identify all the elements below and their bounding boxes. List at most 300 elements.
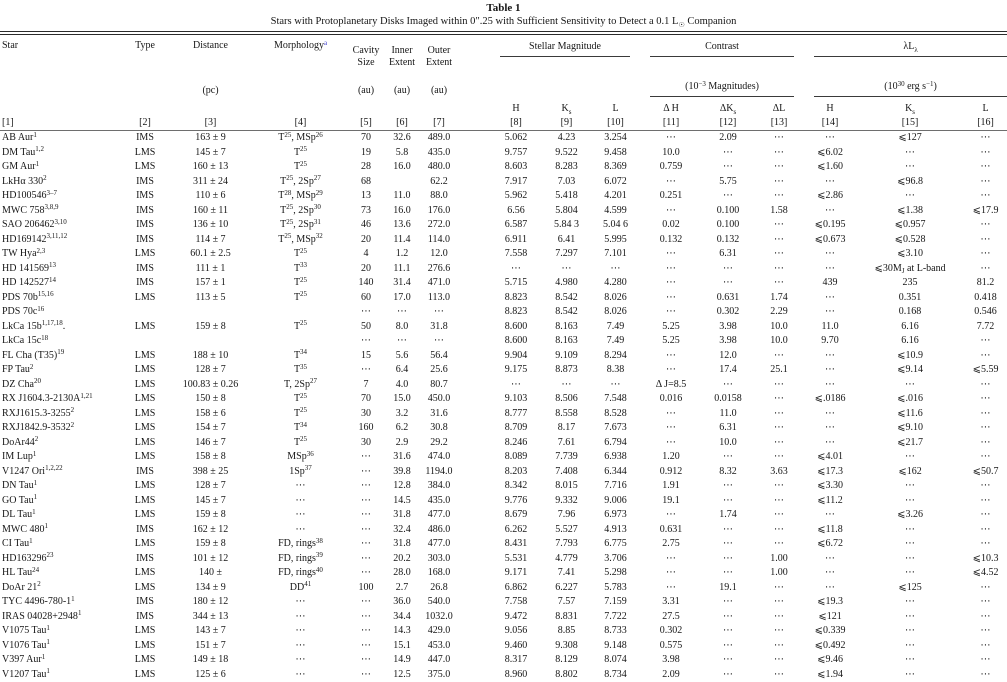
table-cell: ⋯ xyxy=(754,508,804,523)
column-gap xyxy=(458,479,490,494)
table-cell: 81.2 xyxy=(964,276,1007,291)
table-cell: ⋯ xyxy=(348,334,384,349)
table-cell: 8.38 xyxy=(591,363,640,378)
table-cell: 68 xyxy=(348,175,384,190)
table-cell: 1.20 xyxy=(640,450,702,465)
table-cell: $T^{34}$ xyxy=(253,349,348,364)
subcol-l-lum: L xyxy=(964,99,1007,116)
table-cell: 6.262 xyxy=(490,523,542,538)
table-cell: 145 ± 7 xyxy=(168,494,253,509)
table-cell: LMS xyxy=(122,247,168,262)
morphology-label: Morphology xyxy=(274,40,324,51)
table-cell: 8.709 xyxy=(490,421,542,436)
table-cell: ⋯ xyxy=(754,378,804,393)
table-cell: 5.6 xyxy=(384,349,420,364)
table-cell: ⋯ xyxy=(754,479,804,494)
table-cell: 8.294 xyxy=(591,349,640,364)
table-cell: 8.163 xyxy=(542,334,591,349)
table-cell: ⋯ xyxy=(253,494,348,509)
table-cell: 8.089 xyxy=(490,450,542,465)
table-cell: ⋯ xyxy=(348,479,384,494)
table-cell: 8.542 xyxy=(542,291,591,306)
table-cell: FD, rings$^{39}$ xyxy=(253,552,348,567)
table-cell: ⋯ xyxy=(702,537,754,552)
table-cell xyxy=(122,305,168,320)
table-row xyxy=(0,566,1007,581)
table-cell: ⋯ xyxy=(640,175,702,190)
table-row xyxy=(0,668,1007,682)
table-cell: ⋯ xyxy=(702,610,754,625)
table-cell: 188 ± 10 xyxy=(168,349,253,364)
table-cell: ⋯ xyxy=(253,624,348,639)
table-cell: ⋯ xyxy=(964,189,1007,204)
table-cell: 276.6 xyxy=(420,262,458,277)
table-cell: 5.062 xyxy=(490,131,542,146)
table-cell: ⋯ xyxy=(348,494,384,509)
table-cell: ⋯ xyxy=(964,479,1007,494)
table-cell: IMS xyxy=(122,465,168,480)
table-cell: LMS xyxy=(122,378,168,393)
table-row xyxy=(0,653,1007,668)
table-cell xyxy=(168,334,253,349)
table-cell: 8.283 xyxy=(542,160,591,175)
table-cell: 12.0 xyxy=(702,349,754,364)
table-cell: ⋯ xyxy=(964,378,1007,393)
table-cell: $T^{28}$, MSp$^{29}$ xyxy=(253,189,348,204)
table-cell: ⋯ xyxy=(348,624,384,639)
table-cell: ⩽162 xyxy=(856,465,964,480)
table-cell xyxy=(253,305,348,320)
table-cell: 160 ± 11 xyxy=(168,204,253,219)
table-cell: 4.0 xyxy=(384,378,420,393)
table-cell: ⋯ xyxy=(348,610,384,625)
table-cell: 9.460 xyxy=(490,639,542,654)
column-number: [16] xyxy=(964,116,1007,131)
table-cell: ⋯ xyxy=(964,494,1007,509)
table-cell: 7.558 xyxy=(490,247,542,262)
table-cell: 20 xyxy=(348,233,384,248)
table-cell: 0.302 xyxy=(640,624,702,639)
column-gap xyxy=(458,189,490,204)
table-cell: 31.8 xyxy=(384,537,420,552)
table-cell: 5.804 xyxy=(542,204,591,219)
table-cell: ⋯ xyxy=(856,189,964,204)
table-cell: ⋯ xyxy=(964,668,1007,682)
table-cell: T, 2Sp$^{27}$ xyxy=(253,378,348,393)
table-cell: 16.0 xyxy=(384,204,420,219)
cell-star-name: DZ Cha$^{20}$ xyxy=(0,378,122,393)
table-cell: 46 xyxy=(348,218,384,233)
table-cell: 8.85 xyxy=(542,624,591,639)
table-cell: ⋯ xyxy=(754,175,804,190)
table-cell: 0.351 xyxy=(856,291,964,306)
contrast-units: ($10^{-3}$ Magnitudes) xyxy=(640,71,804,99)
column-gap xyxy=(458,99,490,116)
table-cell: $T^{25}$, MSp$^{32}$ xyxy=(253,233,348,248)
column-gap xyxy=(458,71,490,99)
table-cell: 4.201 xyxy=(591,189,640,204)
table-cell: 27.5 xyxy=(640,610,702,625)
table-cell: 9.332 xyxy=(542,494,591,509)
table-cell: LMS xyxy=(122,581,168,596)
table-cell: 1032.0 xyxy=(420,610,458,625)
table-cell: 7.03 xyxy=(542,175,591,190)
column-gap xyxy=(458,131,490,146)
table-cell: ⩽127 xyxy=(856,131,964,146)
table-row xyxy=(0,639,1007,654)
table-cell: 439 xyxy=(804,276,856,291)
footnote-a-link[interactable]: a xyxy=(324,39,327,47)
column-gap xyxy=(458,276,490,291)
table-row xyxy=(0,218,1007,233)
table-cell: 8.873 xyxy=(542,363,591,378)
table-row xyxy=(0,523,1007,538)
table-cell: 6.794 xyxy=(591,436,640,451)
table-cell: ⋯ xyxy=(964,639,1007,654)
table-row xyxy=(0,160,1007,175)
table-cell: 15.0 xyxy=(384,392,420,407)
table-cell: 477.0 xyxy=(420,537,458,552)
column-number: [10] xyxy=(591,116,640,131)
table-cell: ⩽11.2 xyxy=(804,494,856,509)
table-cell: 5.418 xyxy=(542,189,591,204)
table-cell: 4.913 xyxy=(591,523,640,538)
table-row xyxy=(0,494,1007,509)
table-cell: 176.0 xyxy=(420,204,458,219)
table-cell: 0.0158 xyxy=(702,392,754,407)
table-cell: 0.631 xyxy=(640,523,702,538)
table-cell: ⩽50.7 xyxy=(964,465,1007,480)
table-cell: ⩽6.02 xyxy=(804,146,856,161)
table-cell: 6.16 xyxy=(856,320,964,335)
table-cell: ⩽10.3 xyxy=(964,552,1007,567)
table-cell: 4.779 xyxy=(542,552,591,567)
table-cell: 9.175 xyxy=(490,363,542,378)
column-gap xyxy=(458,639,490,654)
table-cell: 540.0 xyxy=(420,595,458,610)
table-cell: $⩽30M_J$ at L-band xyxy=(856,262,964,277)
table-cell: ⋯ xyxy=(542,378,591,393)
table-cell: ⋯ xyxy=(640,349,702,364)
column-gap xyxy=(458,291,490,306)
table-cell: ⋯ xyxy=(702,146,754,161)
column-gap xyxy=(458,421,490,436)
table-cell: 474.0 xyxy=(420,450,458,465)
table-cell: ⩽0.492 xyxy=(804,639,856,654)
table-cell: 9.904 xyxy=(490,349,542,364)
table-cell: ⋯ xyxy=(964,407,1007,422)
cell-star-name: V397 Aur$^1$ xyxy=(0,653,122,668)
table-cell: 163 ± 9 xyxy=(168,131,253,146)
table-cell: 39.8 xyxy=(384,465,420,480)
cell-star-name: FL Cha $(T35)^{19}$ xyxy=(0,349,122,364)
table-cell: ⋯ xyxy=(348,363,384,378)
table-cell: ⩽.016 xyxy=(856,392,964,407)
table-cell: ⋯ xyxy=(384,334,420,349)
table-cell: 8.679 xyxy=(490,508,542,523)
table-cell: 311 ± 24 xyxy=(168,175,253,190)
column-gap xyxy=(458,537,490,552)
table-cell: ⋯ xyxy=(754,537,804,552)
column-gap xyxy=(458,175,490,190)
table-cell: 146 ± 7 xyxy=(168,436,253,451)
table-cell: ⩽3.26 xyxy=(856,508,964,523)
table-cell: 9.006 xyxy=(591,494,640,509)
table-cell: 5.25 xyxy=(640,334,702,349)
table-cell: 10.0 xyxy=(754,320,804,335)
table-cell: ⩽10.9 xyxy=(856,349,964,364)
col-header-type: Type xyxy=(122,35,168,71)
column-number: [4] xyxy=(253,116,348,131)
table-cell: ⋯ xyxy=(754,218,804,233)
table-cell: 6.587 xyxy=(490,218,542,233)
table-cell: ⋯ xyxy=(964,160,1007,175)
table-cell: 9.171 xyxy=(490,566,542,581)
table-cell: 162 ± 12 xyxy=(168,523,253,538)
table-cell: 159 ± 8 xyxy=(168,508,253,523)
table-cell: ⋯ xyxy=(804,378,856,393)
table-cell: 1.74 xyxy=(754,291,804,306)
table-cell: ⩽21.7 xyxy=(856,436,964,451)
table-cell: $T^{25}$, 2Sp$^{30}$ xyxy=(253,204,348,219)
table-cell: ⋯ xyxy=(964,175,1007,190)
table-cell: FD, rings$^{38}$ xyxy=(253,537,348,552)
table-cell: 6.911 xyxy=(490,233,542,248)
table-cell: 125 ± 6 xyxy=(168,668,253,682)
cell-star-name: RXJ1615.3-3255$^2$ xyxy=(0,407,122,422)
data-table xyxy=(0,35,1007,682)
table-cell: 160 xyxy=(348,421,384,436)
column-gap xyxy=(458,160,490,175)
table-cell: 0.132 xyxy=(702,233,754,248)
table-body xyxy=(0,131,1007,682)
table-title: Table 1 xyxy=(0,0,1007,15)
table-cell: IMS xyxy=(122,276,168,291)
cell-star-name: TW Hya$^{2,3}$ xyxy=(0,247,122,262)
table-cell: ⋯ xyxy=(754,131,804,146)
table-cell: ⋯ xyxy=(253,479,348,494)
table-cell xyxy=(122,334,168,349)
table-cell: ⩽0.957 xyxy=(856,218,964,233)
table-cell: 477.0 xyxy=(420,508,458,523)
table-cell: ⩽0.673 xyxy=(804,233,856,248)
column-gap xyxy=(458,668,490,682)
table-cell: 7.716 xyxy=(591,479,640,494)
table-cell: ⋯ xyxy=(754,624,804,639)
table-cell: LMS xyxy=(122,363,168,378)
table-cell: 114.0 xyxy=(420,233,458,248)
table-cell: 0.168 xyxy=(856,305,964,320)
table-cell: 2.9 xyxy=(384,436,420,451)
table-cell: 8.026 xyxy=(591,305,640,320)
table-row xyxy=(0,421,1007,436)
table-cell: 88.0 xyxy=(420,189,458,204)
table-cell: 12.0 xyxy=(420,247,458,262)
table-cell: ⋯ xyxy=(348,305,384,320)
column-number: [7] xyxy=(420,116,458,131)
table-cell: 2.29 xyxy=(754,305,804,320)
table-cell: ⋯ xyxy=(964,436,1007,451)
table-row xyxy=(0,624,1007,639)
table-cell: 3.63 xyxy=(754,465,804,480)
table-cell: ⩽3.10 xyxy=(856,247,964,262)
table-cell: 7.548 xyxy=(591,392,640,407)
table-cell: IMS xyxy=(122,175,168,190)
table-cell: ⋯ xyxy=(348,552,384,567)
table-cell: ⋯ xyxy=(754,436,804,451)
table-cell: 7.49 xyxy=(591,320,640,335)
table-cell: 429.0 xyxy=(420,624,458,639)
table-cell: LMS xyxy=(122,421,168,436)
table-cell: ⋯ xyxy=(964,392,1007,407)
table-cell: 7.101 xyxy=(591,247,640,262)
table-cell: $T^{35}$ xyxy=(253,363,348,378)
col-header-cavity-size: Cavity xyxy=(348,35,384,57)
table-cell: $T^{25}$ xyxy=(253,146,348,161)
column-gap xyxy=(458,116,490,131)
table-row xyxy=(0,349,1007,364)
table-cell: 8.342 xyxy=(490,479,542,494)
table-cell: 50 xyxy=(348,320,384,335)
table-cell: ⋯ xyxy=(856,624,964,639)
column-number: [2] xyxy=(122,116,168,131)
table-cell: 4.23 xyxy=(542,131,591,146)
column-number: [12] xyxy=(702,116,754,131)
cell-star-name: RXJ1842.9-3532$^2$ xyxy=(0,421,122,436)
table-cell: ⋯ xyxy=(640,262,702,277)
table-cell: 7.722 xyxy=(591,610,640,625)
table-cell: 9.458 xyxy=(591,146,640,161)
table-cell: ⋯ xyxy=(348,653,384,668)
table-cell: LMS xyxy=(122,639,168,654)
table-cell: 6.344 xyxy=(591,465,640,480)
table-cell: ⋯ xyxy=(804,305,856,320)
table-cell: 17.0 xyxy=(384,291,420,306)
table-cell: ⋯ xyxy=(754,262,804,277)
table-cell: 8.734 xyxy=(591,668,640,682)
table-cell: ⋯ xyxy=(420,334,458,349)
col-header-distance: Distance xyxy=(168,35,253,71)
cell-star-name: IM Lup$^1$ xyxy=(0,450,122,465)
table-cell: 8.542 xyxy=(542,305,591,320)
table-cell: 2.09 xyxy=(640,668,702,682)
table-cell: ⋯ xyxy=(964,523,1007,538)
table-cell: 7.793 xyxy=(542,537,591,552)
table-cell: ⋯ xyxy=(964,581,1007,596)
column-gap xyxy=(458,247,490,262)
table-cell: 3.98 xyxy=(702,320,754,335)
table-cell: 450.0 xyxy=(420,392,458,407)
cell-star-name: $DoAr44^2$ xyxy=(0,436,122,451)
table-cell: 8.600 xyxy=(490,320,542,335)
table-cell: 7.739 xyxy=(542,450,591,465)
column-gap xyxy=(458,595,490,610)
subcol-h-mag: H xyxy=(490,99,542,116)
table-cell: ⋯ xyxy=(253,610,348,625)
table-cell: 10.0 xyxy=(640,146,702,161)
table-cell: 9.056 xyxy=(490,624,542,639)
table-cell: 20 xyxy=(348,262,384,277)
table-row xyxy=(0,392,1007,407)
table-cell: 1.00 xyxy=(754,566,804,581)
subcol-h-lum: H xyxy=(804,99,856,116)
table-cell: ⋯ xyxy=(804,204,856,219)
table-cell: 11.0 xyxy=(804,320,856,335)
table-cell: 32.4 xyxy=(384,523,420,538)
column-gap xyxy=(458,378,490,393)
subcol-delta-h: Δ H xyxy=(640,99,702,116)
table-cell: $T^{25}$, 2Sp$^{31}$ xyxy=(253,218,348,233)
column-number: [13] xyxy=(754,116,804,131)
cell-star-name: V1075 Tau$^1$ xyxy=(0,624,122,639)
table-cell: ⋯ xyxy=(348,523,384,538)
column-gap xyxy=(458,204,490,219)
table-row xyxy=(0,581,1007,596)
table-cell: ⩽2.86 xyxy=(804,189,856,204)
table-cell: 159 ± 8 xyxy=(168,537,253,552)
table-cell: ⋯ xyxy=(591,378,640,393)
table-cell: ⋯ xyxy=(348,537,384,552)
table-cell: 128 ± 7 xyxy=(168,479,253,494)
table-cell: ⋯ xyxy=(640,407,702,422)
table-cell: ⋯ xyxy=(702,494,754,509)
table-cell: ⋯ xyxy=(702,189,754,204)
table-cell: ⋯ xyxy=(348,508,384,523)
table-cell: ⋯ xyxy=(542,262,591,277)
table-cell: ⋯ xyxy=(702,624,754,639)
table-cell: 25.1 xyxy=(754,363,804,378)
table-cell xyxy=(253,334,348,349)
table-cell: ⋯ xyxy=(640,204,702,219)
table-cell: ⋯ xyxy=(856,160,964,175)
table-cell: 16.0 xyxy=(384,160,420,175)
table-cell: ⋯ xyxy=(804,552,856,567)
table-cell: 15.1 xyxy=(384,639,420,654)
table-cell: 2.75 xyxy=(640,537,702,552)
distance-units: (pc) xyxy=(168,71,253,99)
table-row xyxy=(0,479,1007,494)
table-cell: 34.4 xyxy=(384,610,420,625)
table-cell: 0.418 xyxy=(964,291,1007,306)
table-cell: ⋯ xyxy=(490,378,542,393)
table-cell: 5.531 xyxy=(490,552,542,567)
table-cell: ⋯ xyxy=(754,639,804,654)
table-cell: 7 xyxy=(348,378,384,393)
table-cell xyxy=(168,305,253,320)
table-cell: ⩽11.6 xyxy=(856,407,964,422)
table-cell: 136 ± 10 xyxy=(168,218,253,233)
table-cell: 9.522 xyxy=(542,146,591,161)
table-cell: ⋯ xyxy=(754,523,804,538)
table-cell: 70 xyxy=(348,392,384,407)
table-cell: $T^{34}$ xyxy=(253,421,348,436)
table-cell: 1.91 xyxy=(640,479,702,494)
table-cell: 1.00 xyxy=(754,552,804,567)
table-cell: 344 ± 13 xyxy=(168,610,253,625)
table-cell: ⋯ xyxy=(754,494,804,509)
table-cell: ⋯ xyxy=(253,653,348,668)
cavity-units: (au) xyxy=(348,71,384,99)
table-cell: ⋯ xyxy=(856,537,964,552)
table-cell: 303.0 xyxy=(420,552,458,567)
table-cell: 8.026 xyxy=(591,291,640,306)
cell-star-name: LkHα $330^2$ xyxy=(0,175,122,190)
cell-star-name: V1076 Tau$^1$ xyxy=(0,639,122,654)
table-cell: ⩽19.3 xyxy=(804,595,856,610)
table-cell: ⋯ xyxy=(856,610,964,625)
table-cell: 0.631 xyxy=(702,291,754,306)
table-cell: 7.673 xyxy=(591,421,640,436)
